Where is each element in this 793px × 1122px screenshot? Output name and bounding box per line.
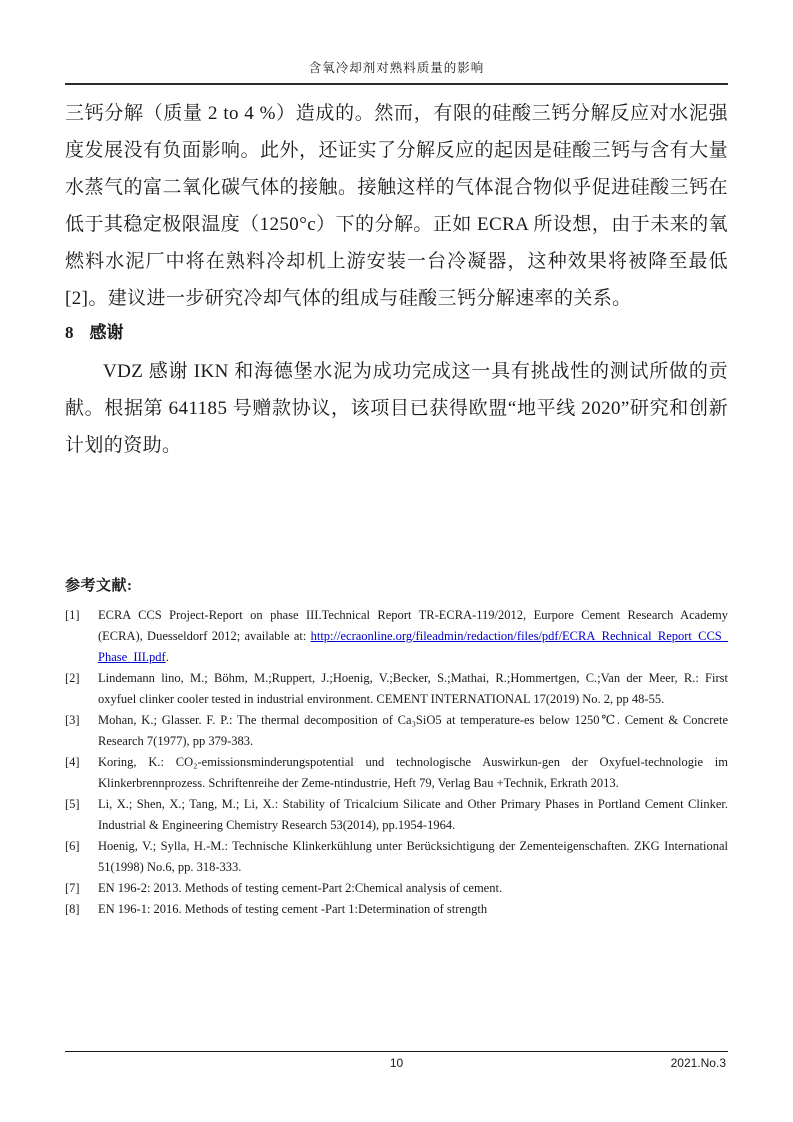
reference-text-after-link: . [165,650,169,664]
reference-text: Lindemann lino, M.; Böhm, M.;Ruppert, J.;Hoenig, V.;Becker, S.;Mathai, R.;Hommertgen, C.;Van der Meer, R.: First oxyfuel clinker cooler tested in industrial environment. CEMENT INTERNATIONAL 17(2019) No. 2, pp 48-55. [98,671,728,706]
reference-text: Mohan, K.; Glasser. F. P.: The thermal decomposition of Ca₃SiO5 at temperature-es below 1250℃. Cement & Concrete Research 7(1977), pp 379-383. [98,713,728,748]
reference-number: [1] [65,608,80,622]
body-paragraph-1: 三钙分解（质量 2 to 4 %）造成的。然而，有限的硅酸三钙分解反应对水泥强度发展没有负面影响。此外，还证实了分解反应的起因是硅酸三钙与含有大量水蒸气的富二氧化碳气体的接触。接触这样的气体混合物似乎促进硅酸三钙在低于其稳定极限温度（1250°c）下的分解。正如 ECRA 所设想，由于未来的氧燃料水泥厂中将在熟料冷却机上游安装一台冷凝器，这种效果将被降至最低[2]。建议进一步研究冷却气体的组成与硅酸三钙分解速率的关系。 [65,103,728,309]
reference-item-3 [65,710,728,752]
section-title: 感谢 [89,323,124,342]
reference-number: [7] [65,881,80,895]
reference-number: [8] [65,902,80,916]
running-title: 含氧冷却剂对熟料质量的影响 [308,61,485,75]
section-number: 8 [65,323,74,342]
reference-text: Koring, K.: CO₂-emissionsminderungspotential und technologische Auswirkun-gen der Oxyfuel-technologie im Klinkerbrennprozess. Schriftenreihe der Zeme-ntindustrie, Heft 79, Verlag Bau +Technik, Erkrath 2013. [98,755,728,790]
reference-text-before-link: ECRA CCS Project-Report on phase III.Technical Report TR-ECRA-119/2012, Eurpore Cement Research Academy (ECRA), Duesseldorf 2012; available at: [98,608,728,643]
references-heading: 参考文献: [65,578,133,594]
reference-link[interactable]: http://ecraonline.org/fileadmin/redaction/files/pdf/ECRA_Rechnical_Report_CCS_Phase_III.pdf [98,629,728,664]
reference-item-6 [65,836,728,878]
reference-text: EN 196-2: 2013. Methods of testing cement-Part 2:Chemical analysis of cement. [98,881,503,895]
reference-number: [5] [65,797,80,811]
reference-number: [2] [65,671,80,685]
section-heading [65,321,728,345]
reference-item-4 [65,752,728,794]
reference-text: EN 196-1: 2016. Methods of testing cement -Part 1:Determination of strength [98,902,488,916]
reference-number: [6] [65,839,80,853]
body-paragraph-2: VDZ 感谢 IKN 和海德堡水泥为成功完成这一具有挑战性的测试所做的贡献。根据第 641185 号赠款协议，该项目已获得欧盟“地平线 2020”研究和创新计划的资助。 [65,361,728,456]
page-header [65,0,728,85]
page-number: 10 [389,1056,404,1070]
page-footer [65,1051,728,1071]
reference-item-7 [65,878,728,899]
reference-text: Hoenig, V.; Sylla, H.-M.: Technische Klinkerkühlung unter Berücksichtigung der Zementeigenschaften. ZKG International 51(1998) No.6, pp. 318-333. [98,839,728,874]
reference-item-8 [65,899,728,920]
references-list [65,605,728,920]
reference-text: Li, X.; Shen, X.; Tang, M.; Li, X.: Stability of Tricalcium Silicate and Other Primary Phases in Portland Cement Clinker. Industrial & Engineering Chemistry Research 53(2014), pp.1954-1964. [98,797,728,832]
reference-number: [3] [65,713,80,727]
issue-label: 2021.No.3 [670,1056,726,1070]
reference-number: [4] [65,755,80,769]
reference-text [98,605,728,668]
reference-item-1 [65,605,728,668]
reference-item-5 [65,794,728,836]
reference-item-2 [65,668,728,710]
